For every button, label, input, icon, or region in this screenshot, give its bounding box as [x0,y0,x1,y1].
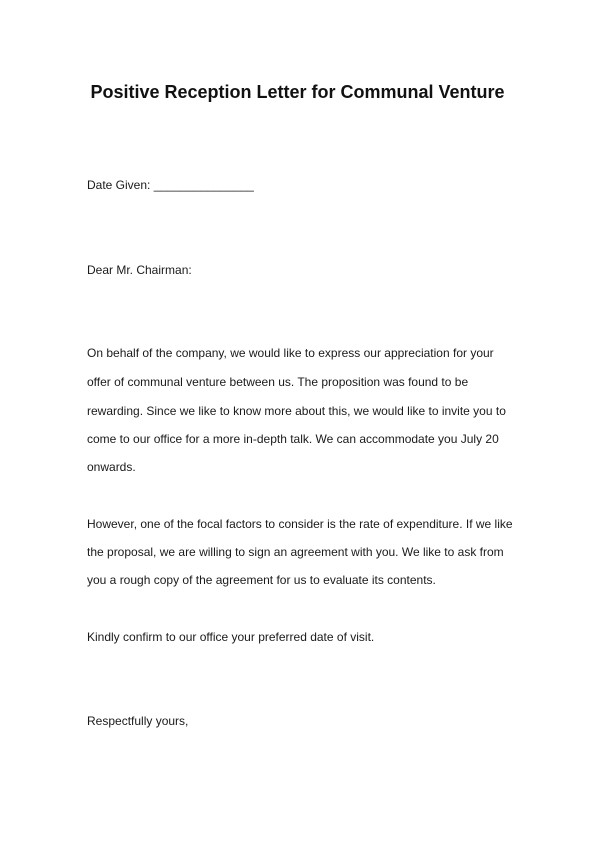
paragraph-1-line-1: On behalf of the company, we would like to express our appreciation for your [87,346,494,360]
paragraph-2-line-1: However, one of the focal factors to consider is the rate of expenditure. If we like [87,517,513,531]
paragraph-1-line-4: come to our office for a more in-depth talk. We can accommodate you July 20 [87,432,499,446]
date-line: Date Given: _______________ [87,178,254,192]
paragraph-1-line-5: onwards. [87,460,136,474]
closing: Respectfully yours, [87,714,189,728]
paragraph-1-line-2: offer of communal venture between us. The proposition was found to be [87,375,469,389]
paragraph-1-line-3: rewarding. Since we like to know more about this, we would like to invite you to [87,404,506,418]
page-title: Positive Reception Letter for Communal Venture [90,82,505,102]
paragraph-3: Kindly confirm to our office your preferred date of visit. [87,630,375,644]
paragraph-2-line-3: you a rough copy of the agreement for us to evaluate its contents. [87,573,436,587]
salutation: Dear Mr. Chairman: [87,263,192,277]
paragraph-2-line-2: the proposal, we are willing to sign an agreement with you. We like to ask from [87,545,504,559]
